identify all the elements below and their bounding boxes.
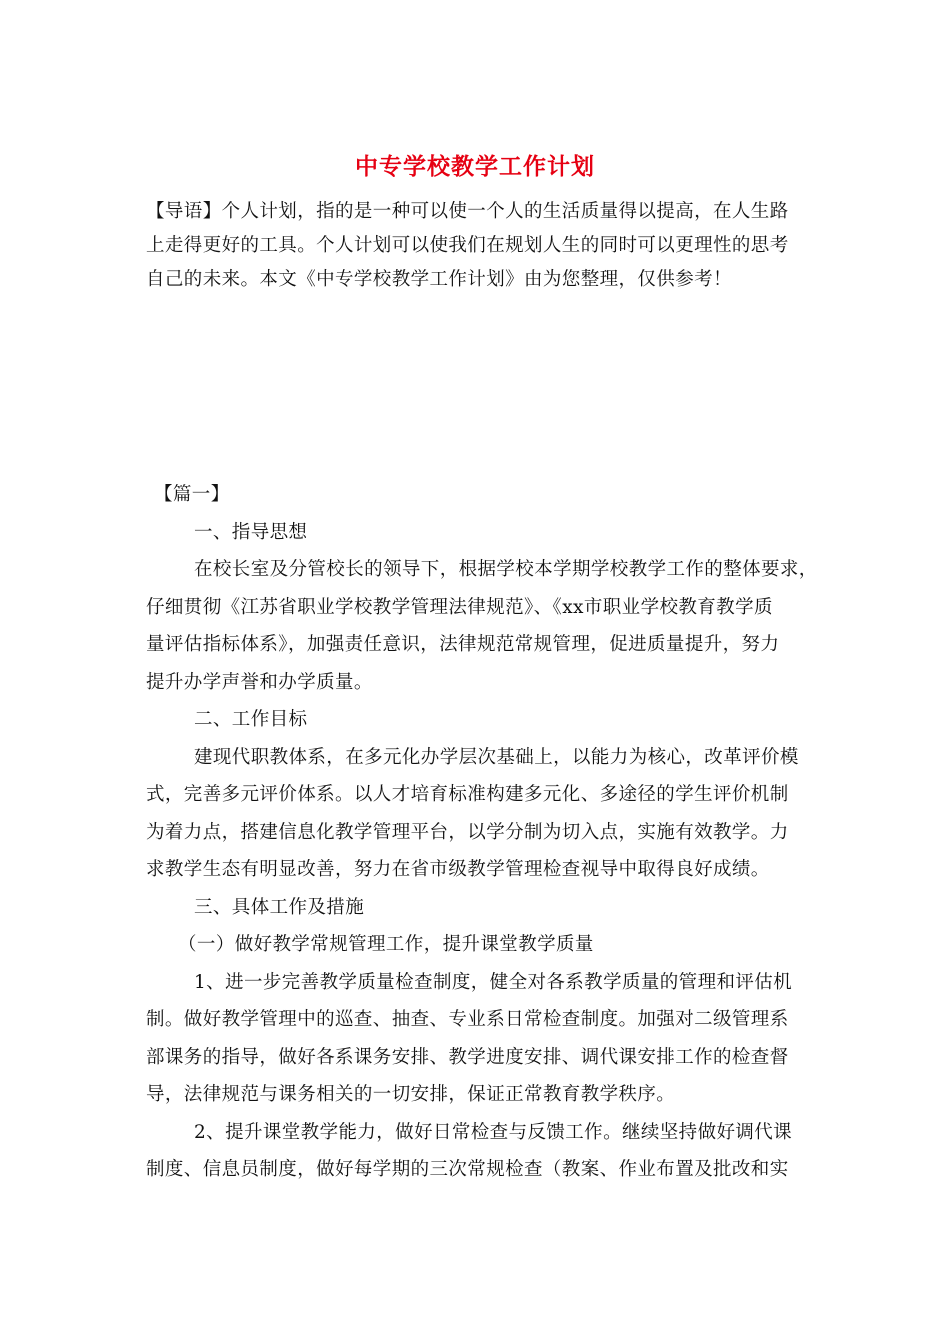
paragraph-line: 求教学生态有明显改善，努力在省市级教学管理检查视导中取得良好成绩。	[146, 859, 770, 880]
paragraph-line: 建现代职教体系，在多元化办学层次基础上，以能力为核心，改革评价模	[194, 746, 799, 768]
intro-line: 【导语】个人计划，指的是一种可以使一个人的生活质量得以提高，在人生路	[146, 201, 789, 222]
paragraph-line: 为着力点，搭建信息化教学管理平台，以学分制为切入点，实施有效教学。力	[146, 821, 789, 843]
subheading-routine-management: （一）做好教学常规管理工作，提升课堂教学质量	[178, 934, 594, 955]
paragraph-line: 部课务的指导，做好各系课务安排、教学进度安排、调代课安排工作的检查督	[146, 1046, 789, 1068]
heading-specific-measures: 三、具体工作及措施	[194, 896, 365, 918]
paragraph-line: 在校长室及分管校长的领导下，根据学校本学期学校教学工作的整体要求，	[194, 559, 818, 580]
paragraph-line: 提升办学声誉和办学质量。	[146, 671, 373, 693]
intro-line: 上走得更好的工具。个人计划可以使我们在规划人生的同时可以更理性的思考	[146, 235, 789, 256]
intro-line: 自己的未来。本文《中专学校教学工作计划》由为您整理，仅供参考！	[146, 269, 732, 290]
paragraph-line: 2、提升课堂教学能力，做好日常检查与反馈工作。继续坚持做好调代课	[194, 1121, 793, 1143]
paragraph-line: 导，法律规范与课务相关的一切安排，保证正常教育教学秩序。	[146, 1084, 676, 1105]
document-body	[146, 476, 818, 1189]
intro-paragraph	[146, 195, 814, 297]
paragraph-line: 1、进一步完善教学质量检查制度，健全对各系教学质量的管理和评估机	[194, 971, 793, 993]
paragraph-line: 量评估指标体系》，加强责任意识，法律规范常规管理，促进质量提升，努力	[146, 634, 780, 655]
page-title: 中专学校教学工作计划	[355, 153, 595, 180]
section-label: 【篇一】	[154, 484, 230, 505]
paragraph-line: 制。做好教学管理中的巡查、抽查、专业系日常检查制度。加强对二级管理系	[146, 1009, 789, 1030]
paragraph-line: 仔细贯彻《江苏省职业学校教学管理法律规范》、《xx市职业学校教育教学质	[146, 596, 773, 618]
paragraph-line: 制度、信息员制度，做好每学期的三次常规检查（教案、作业布置及批改和实	[146, 1159, 789, 1180]
paragraph-line: 式，完善多元评价体系。以人才培育标准构建多元化、多途径的学生评价机制	[146, 784, 789, 805]
heading-work-goals: 二、工作目标	[194, 709, 308, 730]
heading-guiding-thought: 一、指导思想	[194, 521, 308, 543]
